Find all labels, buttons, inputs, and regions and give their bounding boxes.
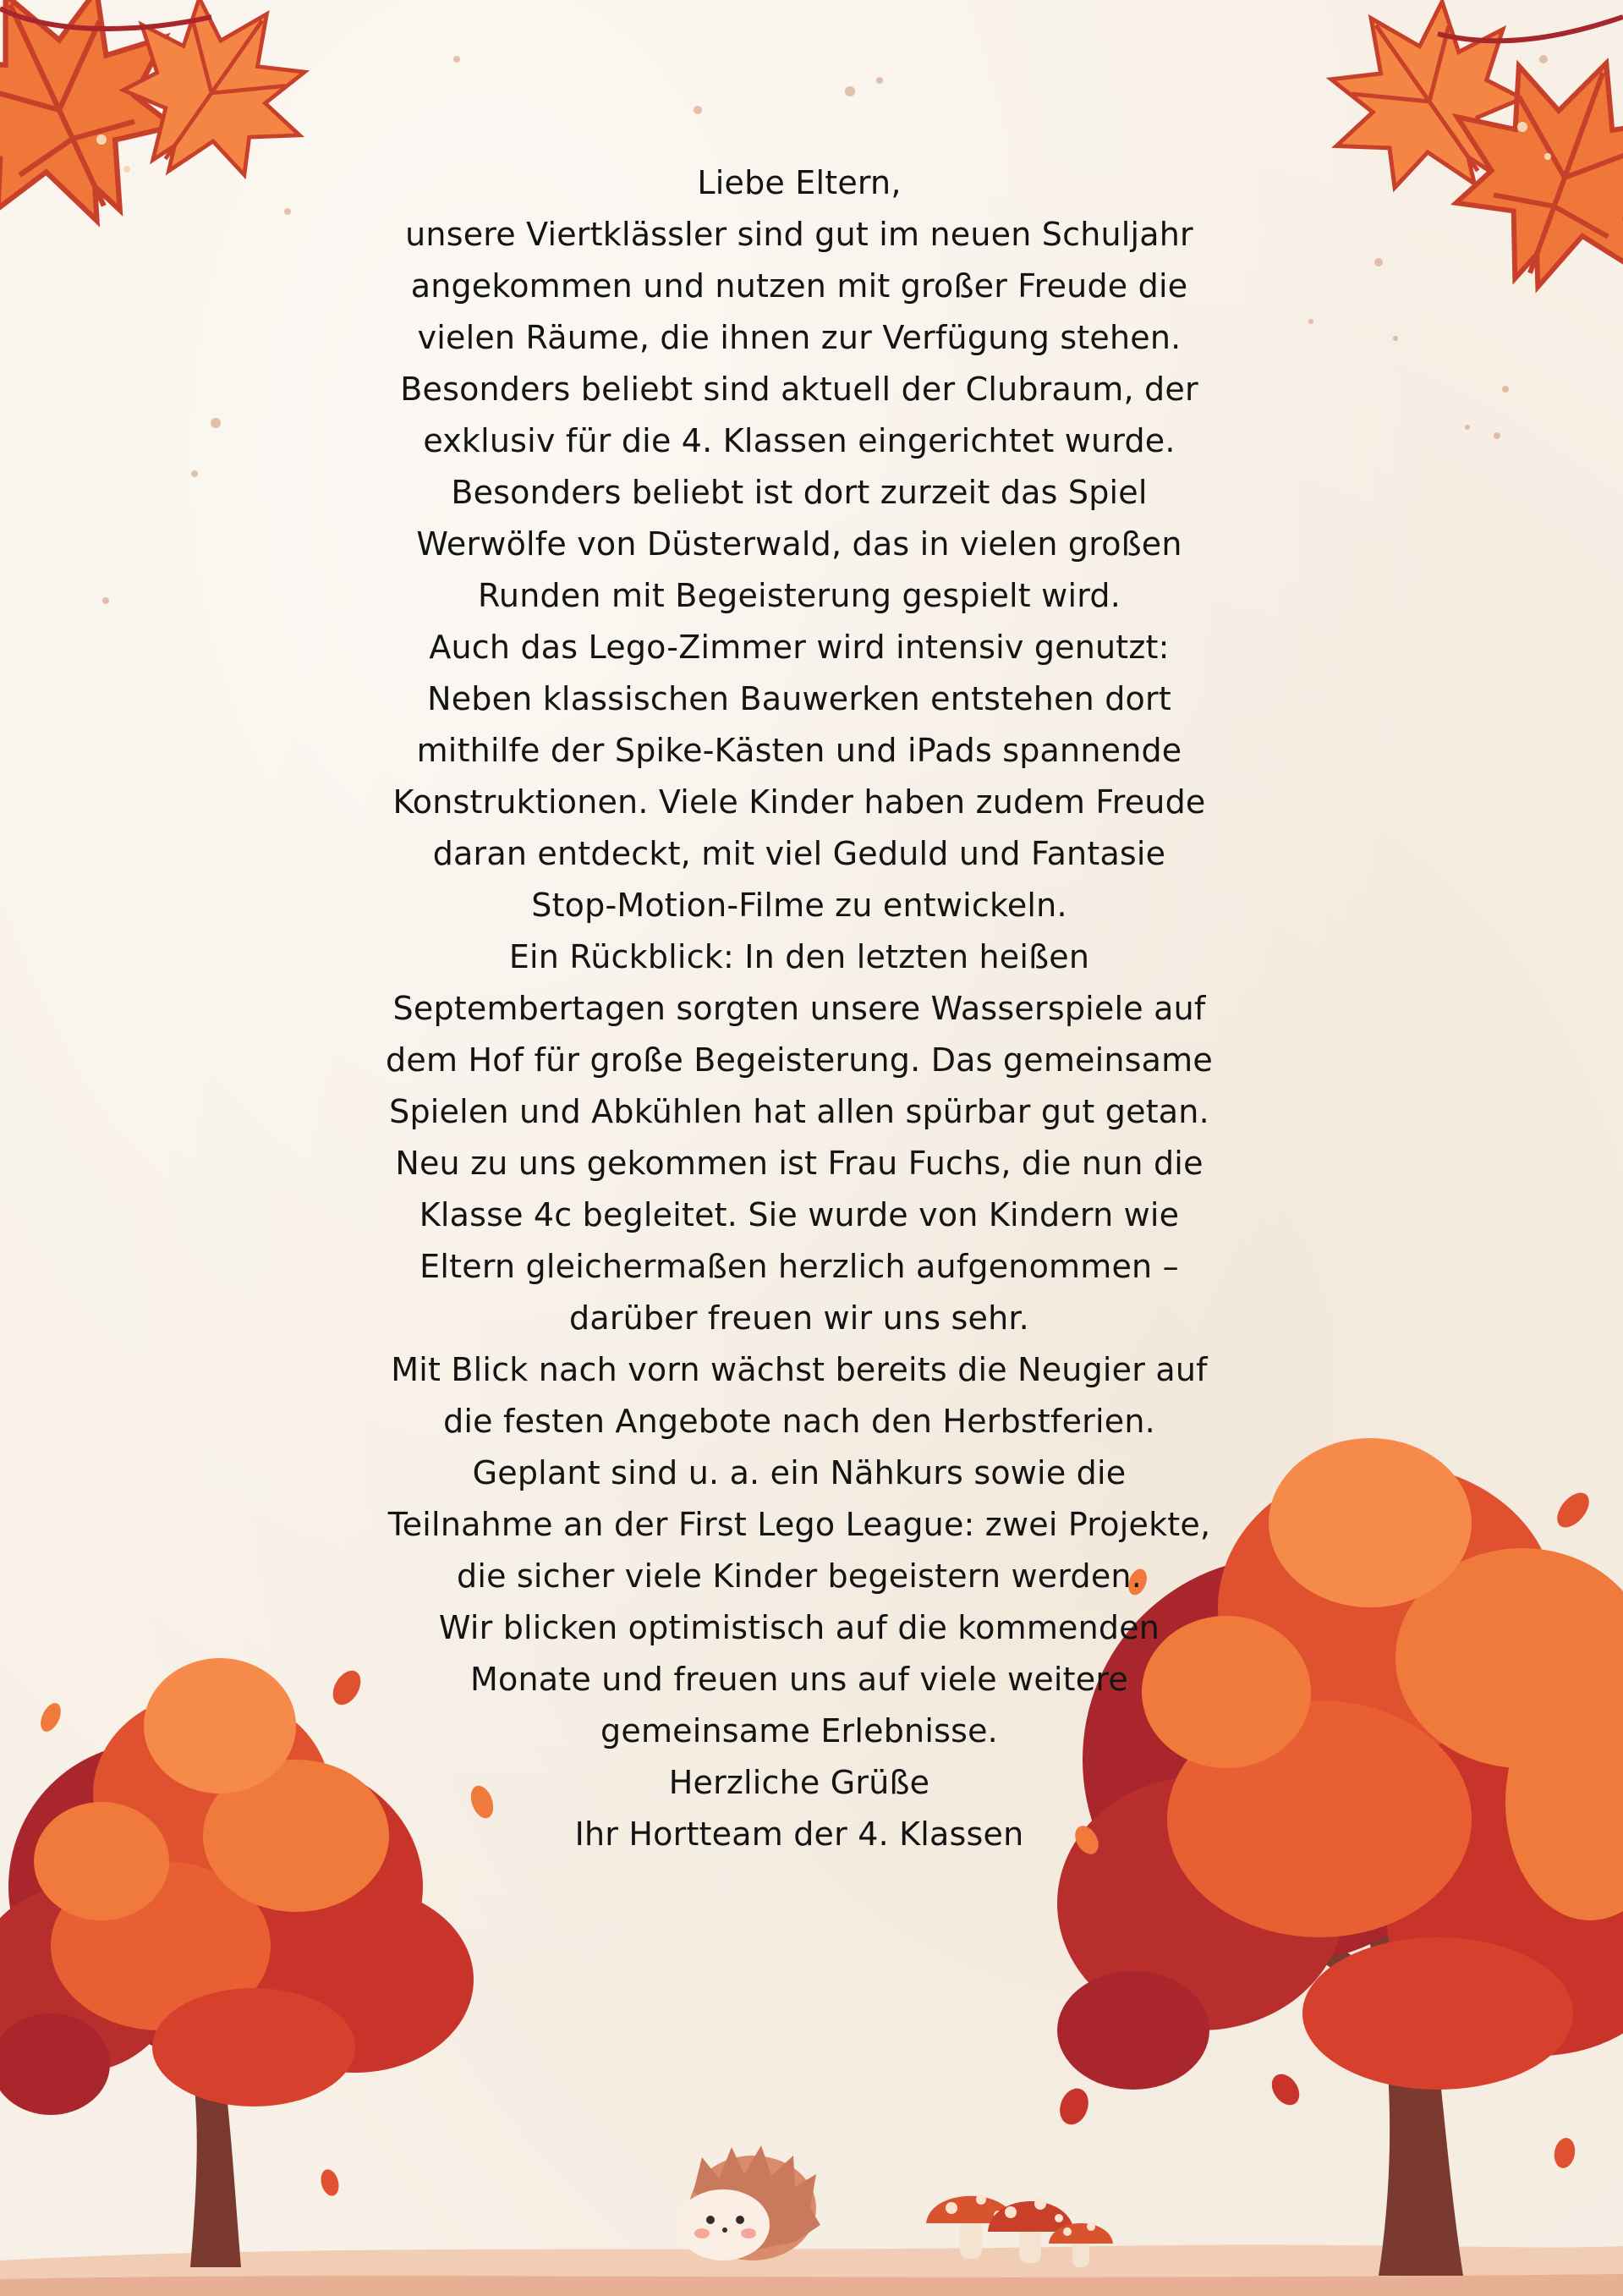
letter-line: daran entdeckt, mit viel Geduld und Fantasie [432,835,1166,872]
letter-line: gemeinsame Erlebnisse. [600,1712,998,1749]
letter-line: vielen Räume, die ihnen zur Verfügung stehen. [417,319,1182,356]
letter-line: Geplant sind u. a. ein Nähkurs sowie die [472,1454,1127,1491]
letter-line: Runden mit Begeisterung gespielt wird. [478,577,1121,614]
letter-line: Mit Blick nach vorn wächst bereits die Neugier auf [391,1351,1208,1388]
letter-line: unsere Viertklässler sind gut im neuen Schuljahr [405,216,1193,253]
letter-line: Eltern gleichermaßen herzlich aufgenommen – [419,1248,1179,1285]
parent-letter [338,157,1260,1860]
letter-line: Klasse 4c begleitet. Sie wurde von Kindern wie [419,1196,1180,1233]
top-right-leaves [1288,0,1623,324]
letter-line: Werwölfe von Düsterwald, das in vielen großen [416,525,1182,563]
hedgehog-icon [677,2145,820,2260]
letter-line: Neu zu uns gekommen ist Frau Fuchs, die nun die [395,1145,1204,1182]
letter-line: Besonders beliebt ist dort zurzeit das Spiel [451,474,1148,511]
letter-line: Auch das Lego-Zimmer wird intensiv genutzt: [429,629,1170,666]
letter-line: exklusiv für die 4. Klassen eingerichtet wurde. [423,422,1176,459]
signature: Ihr Hortteam der 4. Klassen [574,1815,1024,1853]
letter-line: Monate und freuen uns auf viele weitere [470,1661,1128,1698]
letter-line: Septembertagen sorgten unsere Wasserspiele auf [392,990,1206,1027]
letter-line: Besonders beliebt sind aktuell der Clubraum, der [400,371,1198,408]
letter-line: Konstruktionen. Viele Kinder haben zudem Freude [392,783,1206,821]
letter-line: Stop-Motion-Filme zu entwickeln. [531,887,1067,924]
salutation: Liebe Eltern, [697,164,902,201]
letter-line: mithilfe der Spike-Kästen und iPads spannende [416,732,1182,769]
letter-line: darüber freuen wir uns sehr. [569,1299,1029,1337]
letter-line: die sicher viele Kinder begeistern werden. [457,1557,1142,1595]
letter-line: Spielen und Abkühlen hat allen spürbar gut getan. [389,1093,1209,1130]
letter-line: Teilnahme an der First Lego League: zwei Projekte, [387,1506,1211,1543]
letter-line: Wir blicken optimistisch auf die kommenden [438,1609,1160,1646]
letter-line: die festen Angebote nach den Herbstferien. [443,1403,1155,1440]
closing-greeting: Herzliche Grüße [668,1764,930,1801]
letter-line: Neben klassischen Bauwerken entstehen dort [427,680,1171,717]
letter-line: dem Hof für große Begeisterung. Das gemeinsame [386,1041,1213,1079]
letter-line: Ein Rückblick: In den letzten heißen [508,938,1090,975]
letter-line: angekommen und nutzen mit großer Freude die [410,267,1188,305]
top-left-leaves [0,0,346,269]
